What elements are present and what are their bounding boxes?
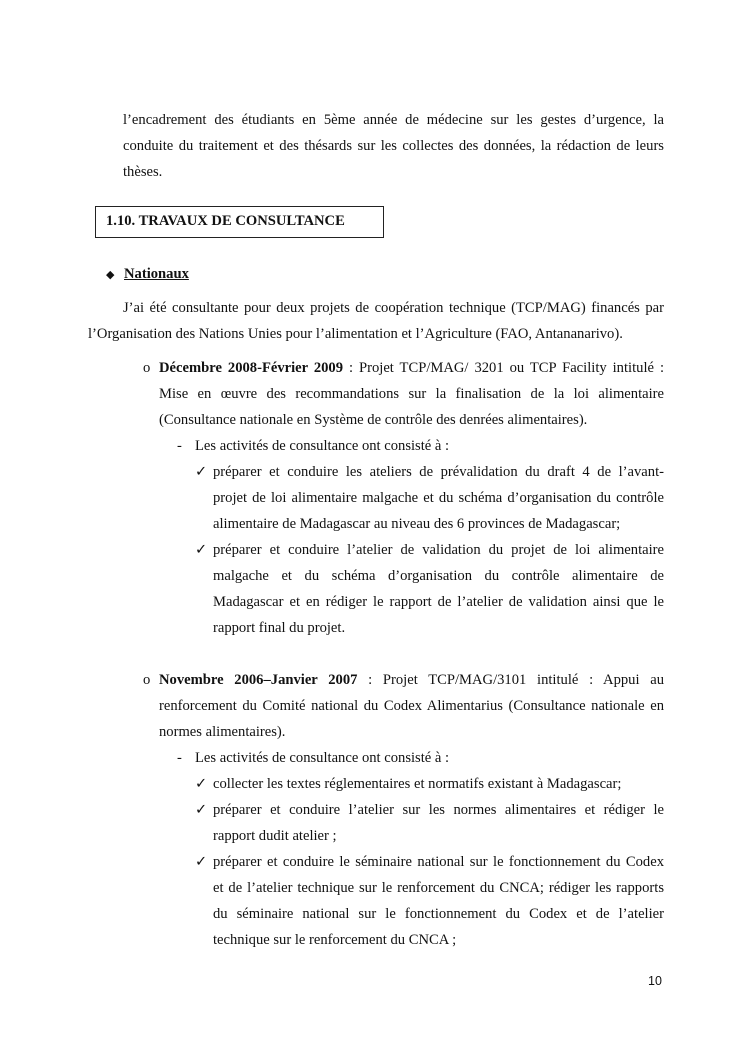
check-icon: ✓ bbox=[195, 542, 208, 558]
diamond-bullet-icon: ◆ bbox=[106, 269, 115, 281]
project-1-task-1-line-2: projet de loi alimentaire malgache et du schéma d’organisation du contrôle bbox=[213, 490, 664, 506]
check-icon: ✓ bbox=[195, 854, 208, 870]
subsection-title: Nationaux bbox=[124, 266, 189, 282]
section-title: 1.10. TRAVAUX DE CONSULTANCE bbox=[106, 213, 345, 229]
page-number: 10 bbox=[648, 974, 662, 988]
project-1-task-2-line-4: rapport final du projet. bbox=[213, 620, 346, 636]
project-2-task-3-line-3: du séminaire national sur le fonctionnement du Codex et de l’atelier bbox=[213, 906, 664, 922]
project-2-line-2: renforcement du Comité national du Codex Alimentarius (Consultance nationale en bbox=[159, 698, 664, 714]
project-2-line-3: normes alimentaires). bbox=[159, 724, 286, 740]
project-2-task-3-line-2: et de l’atelier technique sur le renforcement du CNCA; rédiger les rapports bbox=[213, 880, 664, 896]
project-1-task-2-line-3: Madagascar et en rédiger le rapport de l’atelier de validation ainsi que le bbox=[213, 594, 664, 610]
para-line-2: l’Organisation des Nations Unies pour l’alimentation et l’Agriculture (FAO, Antananarivo). bbox=[88, 326, 623, 342]
project-2-task-1-line-1: collecter les textes réglementaires et normatifs existant à Madagascar; bbox=[213, 776, 622, 792]
para-line-1: J’ai été consultante pour deux projets de coopération technique (TCP/MAG) financés par bbox=[123, 300, 664, 316]
check-icon: ✓ bbox=[195, 802, 208, 818]
project-2-task-2-line-1: préparer et conduire l’atelier sur les normes alimentaires et rédiger le bbox=[213, 802, 664, 818]
project-1-task-2-line-2: malgache et du schéma d’organisation du contrôle alimentaire de bbox=[213, 568, 664, 584]
project-1-title-start: : Projet TCP/MAG/ 3201 ou TCP Facility intitulé : bbox=[343, 360, 664, 376]
project-2-line-1 bbox=[159, 670, 664, 690]
project-1-line-1 bbox=[159, 358, 664, 378]
project-2-date: Novembre 2006–Janvier 2007 bbox=[159, 672, 358, 688]
intro-line-2: conduite du traitement et des thésards sur les collectes des données, la rédaction de leurs bbox=[123, 138, 664, 154]
project-2-task-2-line-2: rapport dudit atelier ; bbox=[213, 828, 337, 844]
project-1-date: Décembre 2008-Février 2009 bbox=[159, 360, 344, 376]
project-1-task-2-line-1: préparer et conduire l’atelier de validation du projet de loi alimentaire bbox=[213, 542, 664, 558]
project-1-line-2: Mise en œuvre des recommandations sur la finalisation de la loi alimentaire bbox=[159, 386, 664, 402]
check-icon: ✓ bbox=[195, 464, 208, 480]
project-1-task-1-line-3: alimentaire de Madagascar au niveau des 6 provinces de Madagascar; bbox=[213, 516, 621, 532]
check-icon: ✓ bbox=[195, 776, 208, 792]
project-1-marker: o bbox=[143, 360, 151, 376]
project-2-activities-intro: Les activités de consultance ont consisté à : bbox=[195, 750, 450, 766]
intro-line-3: thèses. bbox=[123, 164, 163, 180]
project-2-task-3-line-4: technique sur le renforcement du CNCA ; bbox=[213, 932, 457, 948]
intro-line-1: l’encadrement des étudiants en 5ème année de médecine sur les gestes d’urgence, la bbox=[123, 112, 664, 128]
project-2-dash: - bbox=[177, 750, 182, 766]
project-1-line-3: (Consultance nationale en Système de contrôle des denrées alimentaires). bbox=[159, 412, 588, 428]
project-1-activities-intro: Les activités de consultance ont consisté à : bbox=[195, 438, 450, 454]
project-1-dash: - bbox=[177, 438, 182, 454]
section-heading-box bbox=[95, 206, 384, 238]
project-2-title-start: : Projet TCP/MAG/3101 intitulé : Appui au bbox=[357, 672, 664, 688]
project-2-task-3-line-1: préparer et conduire le séminaire national sur le fonctionnement du Codex bbox=[213, 854, 664, 870]
project-2-marker: o bbox=[143, 672, 151, 688]
project-1-task-1-line-1: préparer et conduire les ateliers de prévalidation du draft 4 de l’avant- bbox=[213, 464, 664, 480]
